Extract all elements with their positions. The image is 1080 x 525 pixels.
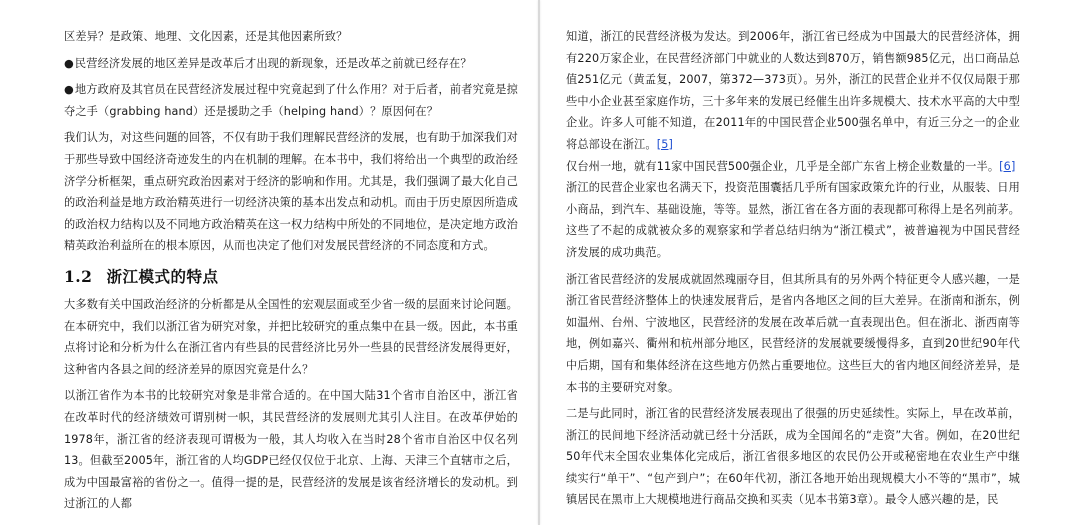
paragraph (566, 156, 1020, 178)
bullet-item (64, 53, 518, 75)
footnote-link-5[interactable]: [5] (656, 137, 674, 151)
bullet-text: 地方政府及其官员在民营经济发展过程中究竟起到了什么作用？对于后者，前者究竟是掠夺之手（grabbing hand）还是援助之手（helping hand）？原因何在？ (64, 83, 518, 118)
bullet-text: 民营经济发展的地区差异是改革后才出现的新现象，还是改革之前就已经存在？ (74, 56, 472, 70)
bullet-item (64, 79, 518, 122)
right-page (540, 0, 1080, 525)
paragraph: 以浙江省作为本书的比较研究对象是非常合适的。在中国大陆31个省市自治区中，浙江省在改革时代的经济绩效可谓别树一帜，其民营经济的发展则尤其引人注目。在改革伊始的1978年，浙江省的经济表现可谓极为一般，其人均收入在当时28个省市自治区中仅名列13。但截至2005年，浙江省的人均GDP已经仅仅位于北京、上海、天津三个直辖市之后，成为中国最富裕的省份之一。值得一提的是，民营经济的发展是该省经济增长的发动机。到过浙江的人都 (64, 389, 518, 511)
paragraph-text: 仅台州一地，就有11家中国民营500强企业，几乎是全部广东省上榜企业数量的一半。 (566, 159, 1000, 173)
paragraph: 大多数有关中国政治经济的分析都是从全国性的宏观层面或至少省一级的层面来讨论问题。在本研究中，我们以浙江省为研究对象，并把比较研究的重点集中在县一级。因此，本书重点将讨论和分析为什么在浙江省内有些县的民营经济比另外一些县的民营经济发展得更好，这种省内各县之间的经济差异的原因究竟是什么？ (64, 297, 518, 376)
paragraph: 我们认为，对这些问题的回答，不仅有助于我们理解民营经济的发展，也有助于加深我们对于那些导致中国经济奇迹发生的内在机制的理解。在本书中，我们将给出一个典型的政治经济学分析框架，重点研究政治因素对于经济的影响和作用。尤其是，我们强调了最大化自己的政治利益是地方政治精英进行一切经济决策的基本出发点和动机。而由于历史原因所造成的政治权力结构以及不同地方政治精英在这一权力结构中所处的不同地位，是决定地方政治精英政治利益所在的根本原因，从而也决定了他们对发展民营经济的不同态度和方式。 (64, 131, 518, 253)
paragraph (566, 26, 1020, 156)
paragraph: 浙江的民营企业家也名满天下，投资范围囊括几乎所有国家政策允许的行业，从服装、日用小商品，到汽车、基础设施，等等。显然，浙江省在各方面的表现都可称得上是名列前茅。这些了不起的成就被众多的观察家和学者总结归纳为“浙江模式”，被普遍视为中国民营经济发展的成功典范。 (566, 181, 1020, 259)
section-number: 1.2 (64, 266, 93, 286)
section-title: 浙江模式的特点 (106, 266, 219, 286)
paragraph: 区差异？是政策、地理、文化因素，还是其他因素所致？ (64, 30, 348, 43)
left-page (0, 0, 538, 525)
paragraph: 二是与此同时，浙江省的民营经济发展表现出了很强的历史延续性。实际上，早在改革前，浙江的民间地下经济活动就已经十分活跃，成为全国闻名的“走资”大省。例如，在20世纪50年代末全国农业集体化完成后，浙江省很多地区的农民仍公开或秘密地在农业生产中继续实行“单干”、“包产到户”；在60年代初，浙江各地开始出现规模大小不等的“黑市”，城镇居民在黑市上大规模地进行商品交换和买卖（见本书第3章）。最令人感兴趣的是，民 (566, 407, 1020, 507)
paragraph: 浙江省民营经济的发展成就固然瑰丽夺目，但其所具有的另外两个特征更令人感兴趣，一是浙江省民营经济整体上的快速发展背后，是省内各地区之间的巨大差异。在浙南和浙东，例如温州、台州、宁波地区，民营经济的发展在改革后就一直表现出色。但在浙北、浙西南等地，例如嘉兴、衢州和杭州部分地区，民营经济的发展就要缓慢得多，直到20世纪90年代中后期，国有和集体经济在这些地方仍然占重要地位。这些巨大的省内地区间经济差异，是本书的主要研究对象。 (566, 272, 1020, 394)
footnote-link-6[interactable]: [6] (999, 159, 1016, 173)
bullet-dot-icon: ● (64, 83, 74, 97)
bullet-dot-icon: ● (64, 56, 74, 70)
section-heading (64, 266, 518, 288)
paragraph-text: 知道，浙江的民营经济极为发达。到2006年，浙江省已经成为中国最大的民营经济体，拥有220万家企业，在民营经济部门中就业的人数达到870万，销售额985亿元，出口商品总值251亿元（黄孟复，2007，第372—373页）。另外，浙江的民营企业并不仅仅局限于那些中小企业甚至家庭作坊，三十多年来的发展已经催生出许多规模大、技术水平高的大中型企业。许多人可能不知道，在2011年的中国民营企业500强名单中，有近三分之一的企业将总部设在浙江。 (566, 30, 1020, 151)
